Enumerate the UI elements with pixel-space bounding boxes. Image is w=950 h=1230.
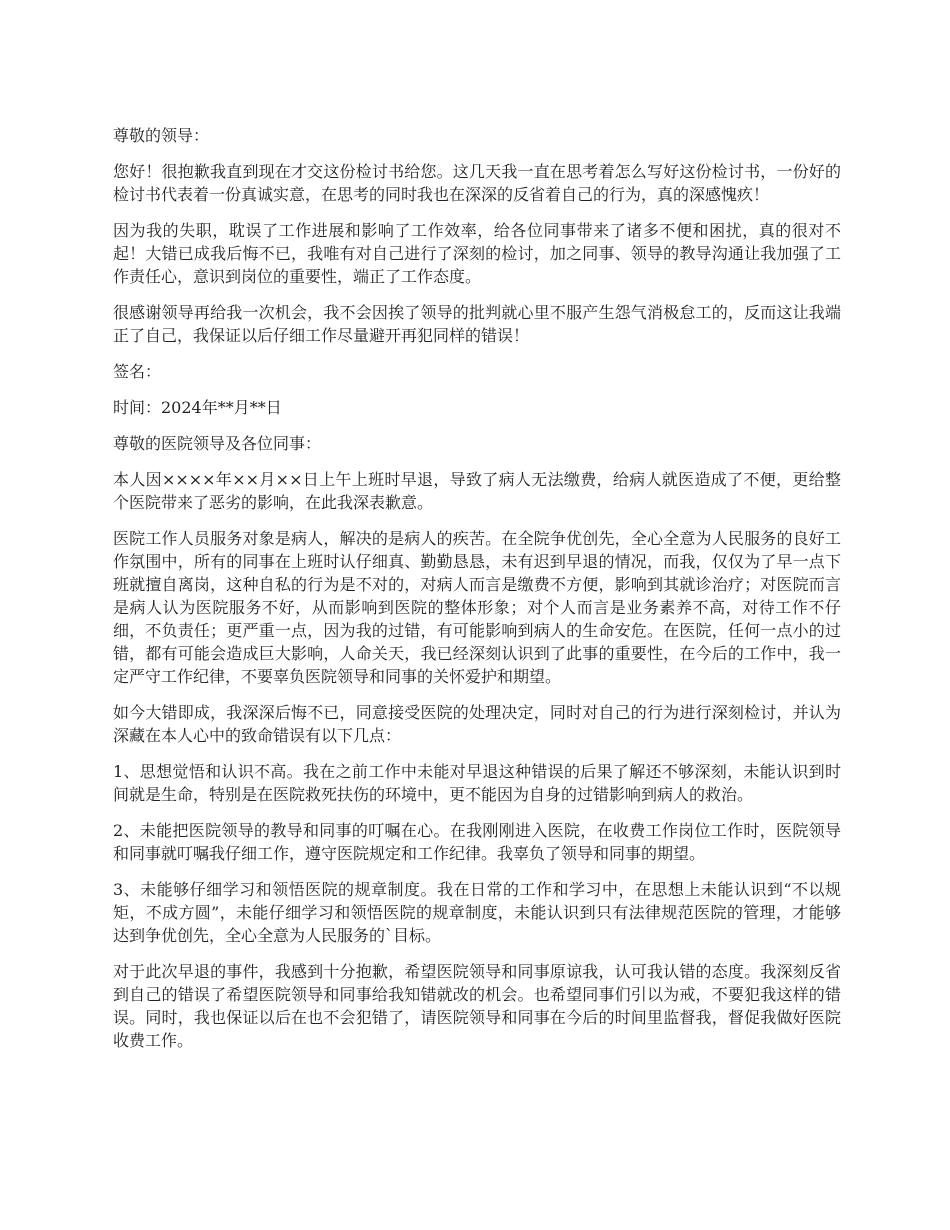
paragraph-dereliction: 因为我的失职，耽误了工作进展和影响了工作效率，给各位同事带来了诸多不便和困扰，真的很对不起！大错已成我后悔不已，我唯有对自己进行了深刻的检讨，加之同事、领导的教导沟通让我加强了工作责任心，意识到岗位的重要性，端正了工作态度。 — [113, 221, 841, 286]
paragraph-incident: 本人因××××年××月××日上午上班时早退，导致了病人无法缴费，给病人就医造成了不便，更给整个医院带来了恶劣的影响，在此我深表歉意。 — [113, 470, 841, 512]
paragraph-thanks: 很感谢领导再给我一次机会，我不会因挨了领导的批判就心里不服产生怨气消极怠工的，反而这让我端正了自己，我保证以后仔细工作尽量避开再犯同样的错误！ — [113, 303, 841, 345]
document-body — [113, 124, 841, 1065]
signature-line: 签名： — [113, 362, 162, 381]
date-line: 时间：2024年**月**日 — [113, 398, 282, 417]
paragraph-apology-intro: 您好！很抱歉我直到现在才交这份检讨书给您。这几天我一直在思考着怎么写好这份检讨书，一份好的检讨书代表着一份真诚实意，在思考的同时我也在深深的反省着自己的行为，真的深感愧疚！ — [113, 162, 841, 204]
list-item-point-1: 1、思想觉悟和认识不高。我在之前工作中未能对早退这种错误的后果了解还不够深刻，未能认识到时间就是生命，特别是在医院救死扶伤的环境中，更不能因为自身的过错影响到病人的救治。 — [113, 762, 841, 804]
list-item-point-2: 2、未能把医院领导的教导和同事的叮嘱在心。在我刚刚进入医院，在收费工作岗位工作时，医院领导和同事就叮嘱我仔细工作，遵守医院规定和工作纪律。我辜负了领导和同事的期望。 — [113, 821, 841, 863]
paragraph-regret: 如今大错即成，我深深后悔不已，同意接受医院的处理决定，同时对自己的行为进行深刻检讨，并认为深藏在本人心中的致命错误有以下几点： — [113, 703, 841, 745]
salutation-leader: 尊敬的领导： — [113, 126, 210, 145]
salutation-hospital: 尊敬的医院领导及各位同事： — [113, 434, 322, 453]
list-item-point-3: 3、未能够仔细学习和领悟医院的规章制度。我在日常的工作和学习中，在思想上未能认识到“不以规矩，不成方圆”，未能仔细学习和领悟医院的规章制度，未能认识到只有法律规范医院的管理，才能够达到争优创先，全心全意为人民服务的`目标。 — [113, 880, 841, 945]
paragraph-hospital-service: 医院工作人员服务对象是病人，解决的是病人的疾苦。在全院争优创先，全心全意为人民服务的良好工作氛围中，所有的同事在上班时认仔细真、勤勤恳恳，未有迟到早退的情况，而我，仅仅为了早一点下班就擅自离岗，这种自私的行为是不对的，对病人而言是缴费不方便，影响到其就诊治疗；对医院而言是病人认为医院服务不好，从而影响到医院的整体形象；对个人而言是业务素养不高，对待工作不仔细，不负责任；更严重一点，因为我的过错，有可能影响到病人的生命安危。在医院，任何一点小的过错，都有可能会造成巨大影响，人命关天，我已经深刻认识到了此事的重要性，在今后的工作中，我一定严守工作纪律，不要辜负医院领导和同事的关怀爱护和期望。 — [113, 529, 841, 686]
paragraph-closing: 对于此次早退的事件，我感到十分抱歉，希望医院领导和同事原谅我，认可我认错的态度。我深刻反省到自己的错误了希望医院领导和同事给我知错就改的机会。也希望同事们引以为戒，不要犯我这样的错误。同时，我也保证以后在也不会犯错了，请医院领导和同事在今后的时间里监督我，督促我做好医院收费工作。 — [113, 962, 841, 1050]
